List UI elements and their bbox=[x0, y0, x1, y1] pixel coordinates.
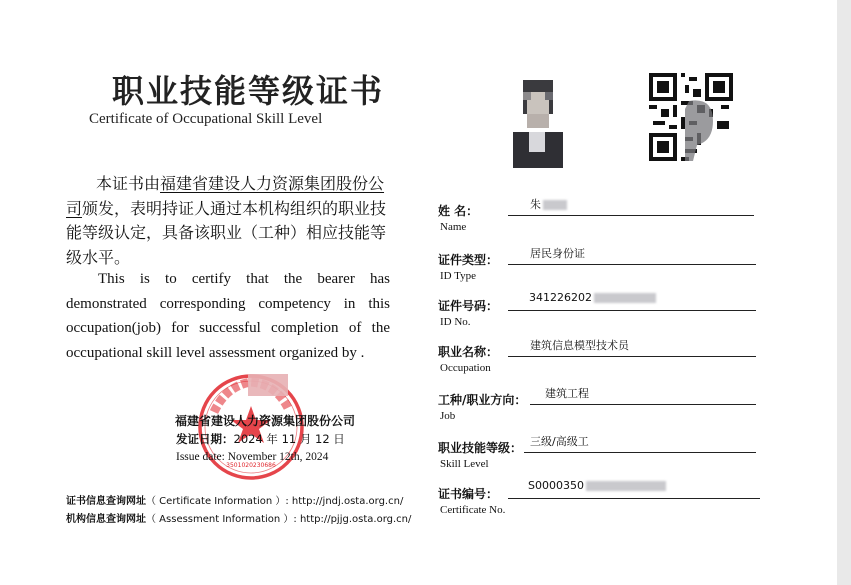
issue-date-en: Issue date: November 12th, 2024 bbox=[176, 451, 329, 463]
field-label-en-job: Job bbox=[440, 410, 456, 422]
field-value-name: 朱 bbox=[530, 196, 567, 212]
seal-number: 3501020230686 bbox=[226, 462, 276, 469]
field-label-en-name: Name bbox=[440, 221, 467, 233]
field-label-cert-no: 证书编号： bbox=[438, 487, 499, 501]
issue-date-value: 2024 年 11 月 12 日 bbox=[233, 432, 345, 446]
field-label-skill-level: 职业技能等级： bbox=[438, 441, 523, 455]
field-label-en-skill-level: Skill Level bbox=[440, 458, 489, 470]
field-value-cert-no: S0000350 bbox=[528, 479, 666, 492]
certificate-title-cn: 职业技能等级证书 bbox=[112, 72, 385, 110]
field-value-skill-level: 三级/高级工 bbox=[530, 435, 589, 448]
statement-prefix: 本证书由 bbox=[96, 174, 161, 193]
field-line bbox=[508, 498, 760, 499]
field-label-id-type: 证件类型： bbox=[438, 253, 499, 267]
field-value-job: 建筑工程 bbox=[545, 387, 589, 400]
field-line bbox=[508, 310, 756, 311]
certificate-title-en: Certificate of Occupational Skill Level bbox=[89, 111, 323, 127]
statement-suffix: 颁发，表明持证人通过本机构组织的职业技能等级认定，具备该职业（工种）相应技能等级水平。 bbox=[66, 198, 387, 267]
org-query-line bbox=[66, 510, 411, 525]
statement-issuer: 福建省建设人力资源集团股份公司 bbox=[66, 174, 385, 218]
field-line bbox=[530, 404, 756, 405]
field-line bbox=[524, 452, 756, 453]
issue-date-cn bbox=[176, 431, 345, 447]
field-label-id-no: 证件号码： bbox=[438, 299, 499, 313]
cert-query-line bbox=[66, 492, 403, 507]
field-label-en-id-type: ID Type bbox=[440, 270, 476, 282]
field-label-en-id-no: ID No. bbox=[440, 316, 471, 328]
certificate-statement-en: This is to certify that the bearer has demonstrated corresponding competency in this occupation(job) for successful completion of the occupational skill level assessment organized by . bbox=[66, 271, 390, 361]
issue-date-label: 发证日期： bbox=[176, 432, 234, 446]
cert-query-label: 证书信息查询网址 bbox=[66, 496, 146, 507]
certificate-statement-cn bbox=[66, 172, 388, 270]
holder-photo bbox=[501, 74, 573, 168]
cert-query-link[interactable]: （ Certificate Information ）: http://jndj.osta.org.cn/ bbox=[146, 496, 404, 507]
qr-code[interactable] bbox=[649, 73, 733, 161]
org-query-link[interactable]: （ Assessment Information ）: http://pjjg.osta.org.cn/ bbox=[146, 514, 412, 525]
field-label-name: 姓 名： bbox=[438, 204, 479, 218]
field-label-en-cert-no: Certificate No. bbox=[440, 504, 506, 516]
field-label-en-occupation: Occupation bbox=[440, 362, 491, 374]
field-value-id-type: 居民身份证 bbox=[530, 247, 585, 260]
page-edge bbox=[837, 0, 851, 585]
field-line bbox=[508, 215, 754, 216]
org-query-label: 机构信息查询网址 bbox=[66, 514, 146, 525]
issuer-name: 福建省建设人力资源集团股份公司 bbox=[175, 414, 356, 428]
field-line bbox=[508, 356, 756, 357]
field-line bbox=[508, 264, 756, 265]
field-label-job: 工种/职业方向： bbox=[438, 393, 527, 407]
field-value-id-no: 341226202 bbox=[529, 291, 656, 304]
field-value-occupation: 建筑信息模型技术员 bbox=[530, 339, 629, 352]
field-label-occupation: 职业名称： bbox=[438, 345, 499, 359]
